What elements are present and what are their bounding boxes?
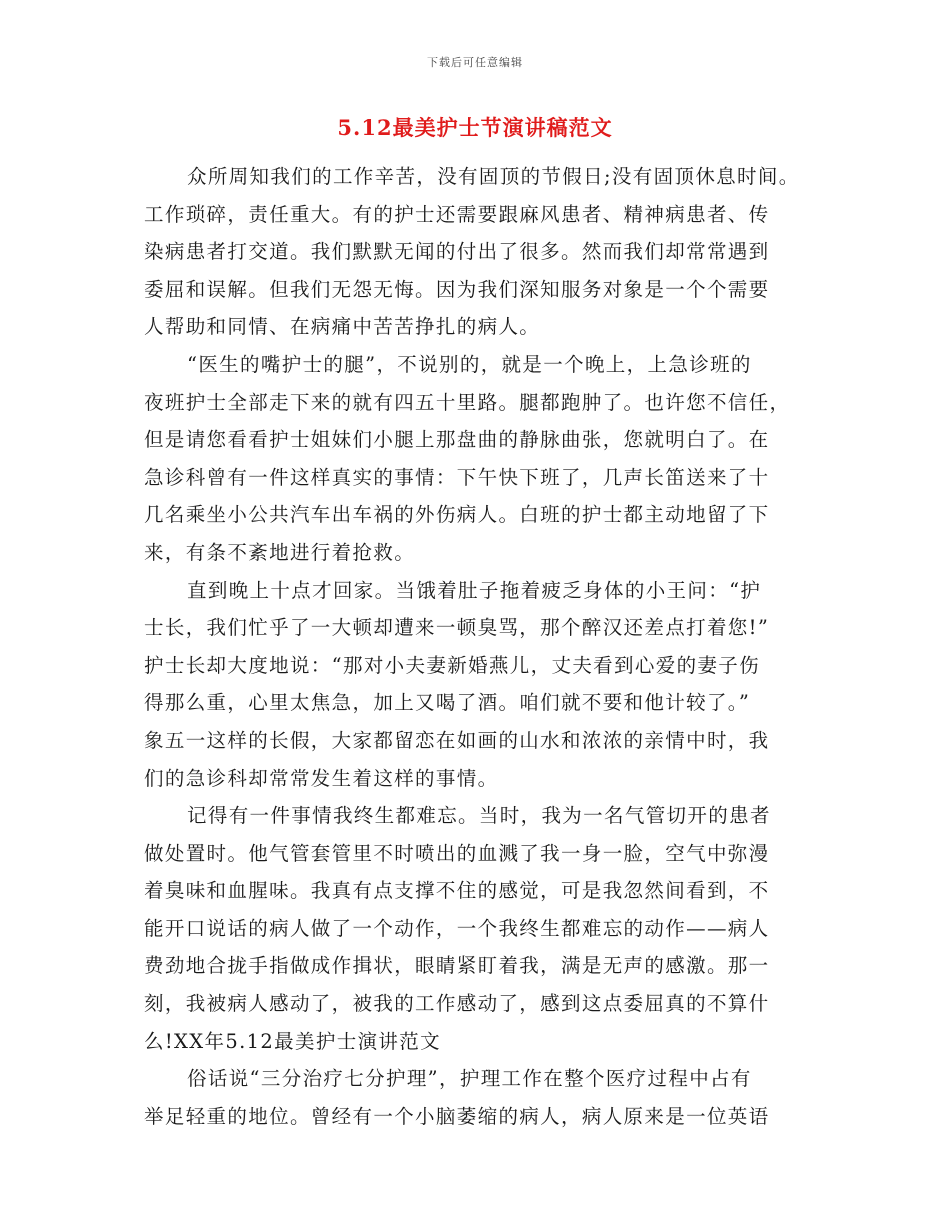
text-line: 么!XX年5.12最美护士演讲范文 <box>144 1029 441 1053</box>
text-line: 直到晚上十点才回家。当饿着肚子拖着疲乏身体的小王问：“护 <box>187 578 762 602</box>
text-line: 刻，我被病人感动了，被我的工作感动了，感到这点委屈真的不算什 <box>144 992 770 1016</box>
body-text <box>144 158 834 1135</box>
text-line: 夜班护士全部走下来的就有四五十里路。腿都跑肿了。也许您不信任， <box>144 390 791 414</box>
text-line: 得那么重，心里太焦急，加上又喝了酒。咱们就不要和他计较了。” <box>144 691 751 715</box>
text-line: 俗话说“三分治疗七分护理”，护理工作在整个医疗过程中占有 <box>187 1067 752 1091</box>
text-line: 染病患者打交道。我们默默无闻的付出了很多。然而我们却常常遇到 <box>144 240 770 264</box>
text-line: 们的急诊科却常常发生着这样的事情。 <box>144 766 499 790</box>
text-line: 工作琐碎，责任重大。有的护士还需要跟麻风患者、精神病患者、传 <box>144 202 770 226</box>
text-line: 来，有条不紊地进行着抢救。 <box>144 540 416 564</box>
text-line: 几名乘坐小公共汽车出车祸的外伤病人。白班的护士都主动地留了下 <box>144 503 770 527</box>
text-line: 但是请您看看护士姐妹们小腿上那盘曲的静脉曲张，您就明白了。在 <box>144 428 770 452</box>
text-line: 举足轻重的地位。曾经有一个小脑萎缩的病人，病人原来是一位英语 <box>144 1104 770 1128</box>
text-line: 着臭味和血腥味。我真有点支撑不住的感觉，可是我忽然间看到，不 <box>144 879 770 903</box>
text-line: “医生的嘴护士的腿”，不说别的，就是一个晚上，上急诊班的 <box>187 352 752 376</box>
text-line: 能开口说话的病人做了一个动作，一个我终生都难忘的动作——病人 <box>144 916 770 940</box>
document-title: 5.12最美护士节演讲稿范文 <box>337 115 613 140</box>
text-line: 记得有一件事情我终生都难忘。当时，我为一名气管切开的患者 <box>187 804 771 828</box>
header-note: 下载后可任意编辑 <box>427 56 523 69</box>
text-line: 急诊科曾有一件这样真实的事情：下午快下班了，几声长笛送来了十 <box>144 465 770 489</box>
text-line: 众所周知我们的工作辛苦，没有固顶的节假日;没有固顶休息时间。 <box>187 165 800 188</box>
text-line: 人帮助和同情、在病痛中苦苦挣扎的病人。 <box>144 315 541 339</box>
text-line: 护士长却大度地说：“那对小夫妻新婚燕儿，丈夫看到心爱的妻子伤 <box>144 653 760 677</box>
text-line: 委屈和误解。但我们无怨无悔。因为我们深知服务对象是一个个需要 <box>144 277 770 301</box>
text-line: 象五一这样的长假，大家都留恋在如画的山水和浓浓的亲情中时，我 <box>144 728 770 752</box>
text-line: 费劲地合拢手指做成作揖状，眼睛紧盯着我，满是无声的感激。那一 <box>144 954 770 978</box>
text-line: 士长，我们忙乎了一大顿却遭来一顿臭骂，那个醉汉还差点打着您!” <box>144 616 770 640</box>
text-line: 做处置时。他气管套管里不时喷出的血溅了我一身一脸，空气中弥漫 <box>144 841 770 865</box>
